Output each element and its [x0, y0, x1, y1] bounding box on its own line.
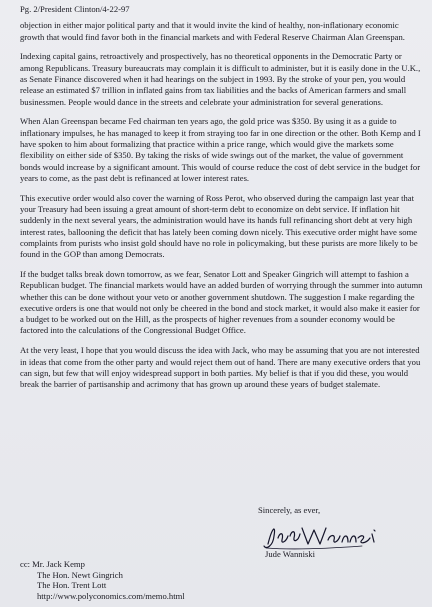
closing-block [258, 505, 428, 516]
cc-list [20, 559, 185, 601]
cc-line-lott: The Hon. Trent Lott [37, 580, 107, 591]
cc-line-url: http://www.polyconomics.com/memo.html [37, 590, 185, 601]
paragraph-2: Indexing capital gains, retroactively and prospectively, has no theoretical opponents in the Democratic Party or among Republicans. Treasury bureaucrats may complain it is difficult to administer, but it is easily done in the U.K., as Senate Finance discovered when it had hearings on the subject in 1993. By the stroke of your pen, you would release an estimated $7 trillion in inflated gains from tax liabilities and the backs of American farmers and small businessmen. People would dance in the streets and celebrate your administration for several generations. [20, 51, 421, 107]
letter-body [20, 4, 424, 399]
closing-salutation: Sincerely, as ever, [258, 505, 321, 515]
paragraph-1: objection in either major political party and that it would invite the kind of healthy, non-inflationary economic growth that would find favor both in the financial markets and with Federal Reserve Chairman Alan Greenspan. [20, 20, 405, 42]
paragraph-4: This executive order would also cover the warning of Ross Perot, who observed during the campaign last year that your Treasury had been issuing a great amount of short-term debt to economize on debt service. If inflation hit suddenly in the next several years, the administration would have its hands full refinancing short debt at very high interest rates, ballooning the deficit that has lately been coming down nicely. This executive order might have some complaints from purists who insist gold should have no role in policymaking, but these purists are more likely to be found in the GOP than among Democrats. [20, 192, 418, 260]
cc-line-kemp: cc: Mr. Jack Kemp [20, 559, 85, 569]
paragraph-3: When Alan Greenspan became Fed chairman ten years ago, the gold price was $350. By using it as a guide to inflationary impulses, he has managed to keep it from straying too far in one direction or the other. Both Kemp and I have spoken to him about formalizing that practice within a price range, which would give the markets some flexibility on either side of $350. By taking the risks of wide swings out of the market, the value of government bonds would increase by a significant amount. This would of course reduce the cost of debt service in the budget for years to come, as the past debt is refinanced at lower interest rates. [20, 116, 421, 183]
page-header: Pg. 2/President Clinton/4-22-97 [20, 4, 130, 14]
paragraph-6: At the very least, I hope that you would discuss the idea with Jack, who may be assuming that you are not interested in ideas that come from the other party and would reject them out of hand. There are many executive orders that you can sign, but few that will enjoy widespread support in both parties. My belief is that if you did these, you would break the barrier of partisanship and acrimony that has grown up around these years of budget stalemate. [20, 345, 421, 390]
cc-line-gingrich: The Hon. Newt Gingrich [37, 569, 123, 580]
paragraph-5: If the budget talks break down tomorrow, as we fear, Senator Lott and Speaker Gingrich will attempt to fashion a Republican budget. The financial markets would have an added burden of worrying through the summer into autumn whether this can be done without your veto or another government shutdown. The suggestion I make regarding the executive orders is one that would not only be cheered in the bond and stock market, it would also make it easier for a budget to be worked out on the Hill, as the prospects of higher revenues from a sounder economy would be factored into the calculations of the Congressional Budget Office. [20, 268, 423, 336]
signer-name: Jude Wanniski [265, 549, 315, 559]
